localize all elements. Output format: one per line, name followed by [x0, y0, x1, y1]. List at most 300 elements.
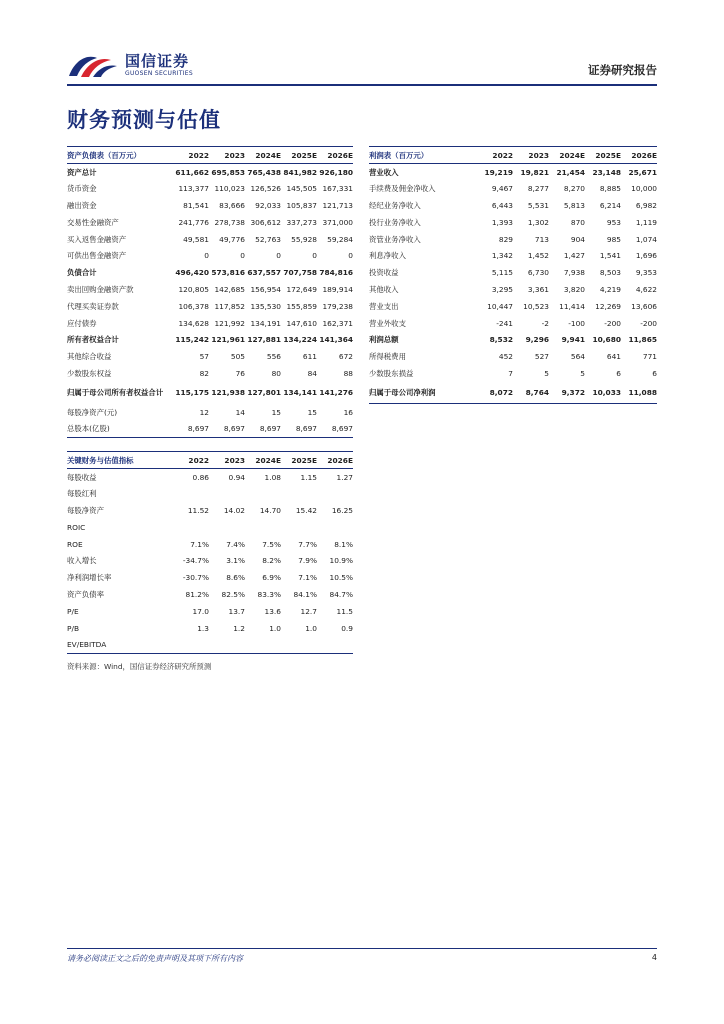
value-cell: 1,119: [635, 217, 657, 227]
value-cell: 57: [199, 352, 209, 362]
row-label: 营业支出: [369, 301, 399, 311]
value-cell: 121,992: [214, 318, 245, 328]
logo-english-name: GUOSEN SECURITIES: [125, 70, 194, 77]
row-label: 资产总计: [67, 167, 97, 177]
table-row: [67, 536, 353, 553]
table-row: [369, 281, 657, 298]
table-header-row: [369, 147, 657, 164]
value-cell: 371,000: [322, 217, 353, 227]
row-label: 营业外收支: [369, 318, 406, 328]
value-cell: 707,758: [283, 268, 317, 278]
value-cell: 6,730: [527, 268, 549, 278]
year-header: 2022: [175, 452, 209, 469]
value-cell: 1.2: [233, 623, 245, 633]
value-cell: 672: [338, 352, 353, 362]
year-header: 2023: [513, 147, 549, 164]
table-row: [67, 315, 353, 332]
page-header: [67, 46, 657, 86]
table-row: [67, 264, 353, 281]
value-cell: 189,914: [322, 284, 353, 294]
table-row: [67, 231, 353, 248]
value-cell: 8,277: [527, 184, 549, 194]
value-cell: 5: [580, 368, 585, 378]
value-cell: [245, 519, 281, 536]
value-cell: 4,622: [635, 284, 657, 294]
value-cell: 83.3%: [257, 589, 281, 599]
value-cell: -2: [541, 318, 549, 328]
page-number: 4: [651, 953, 657, 962]
value-cell: [317, 636, 353, 653]
year-header: 2024E: [245, 147, 281, 164]
value-cell: 172,649: [286, 284, 317, 294]
value-cell: 0.9: [341, 623, 353, 633]
value-cell: 134,628: [178, 318, 209, 328]
value-cell: 10,000: [631, 184, 657, 194]
value-cell: 141,364: [319, 335, 353, 345]
row-label: 归属于母公司所有者权益合计: [67, 388, 164, 398]
value-cell: -200: [640, 318, 657, 328]
value-cell: 11.5: [336, 606, 353, 616]
value-cell: 556: [266, 352, 281, 362]
value-cell: 84: [307, 368, 317, 378]
value-cell: 8,270: [563, 184, 585, 194]
value-cell: 564: [570, 352, 585, 362]
value-cell: 127,801: [247, 388, 281, 398]
table-row: [369, 214, 657, 231]
value-cell: 9,372: [549, 382, 585, 404]
value-cell: 306,612: [250, 217, 281, 227]
value-cell: 7.5%: [262, 539, 281, 549]
row-label: 应付债券: [67, 318, 97, 328]
value-cell: 11.52: [187, 505, 209, 515]
value-cell: 11,865: [628, 335, 657, 345]
value-cell: 8,532: [489, 335, 513, 345]
table-row: [67, 620, 353, 637]
value-cell: [209, 485, 245, 502]
row-label: 营业收入: [369, 167, 399, 177]
value-cell: 8.1%: [334, 539, 353, 549]
value-cell: 6: [652, 368, 657, 378]
value-cell: 1,696: [635, 251, 657, 261]
row-label: 买入返售金融资产: [67, 234, 127, 244]
value-cell: 8,697: [281, 421, 317, 438]
value-cell: 7,938: [563, 268, 585, 278]
value-cell: 162,371: [322, 318, 353, 328]
table-row: [369, 247, 657, 264]
value-cell: 81.2%: [185, 589, 209, 599]
value-cell: 7.1%: [298, 573, 317, 583]
table-row: [67, 281, 353, 298]
value-cell: 1.08: [264, 472, 281, 482]
value-cell: 16: [343, 407, 353, 417]
value-cell: 8,697: [317, 421, 353, 438]
value-cell: 241,776: [178, 217, 209, 227]
value-cell: 0: [204, 251, 209, 261]
value-cell: 120,805: [178, 284, 209, 294]
row-label: 手续费及佣金净收入: [369, 184, 436, 194]
value-cell: 9,941: [561, 335, 585, 345]
value-cell: 9,353: [635, 268, 657, 278]
table-row: [67, 180, 353, 197]
value-cell: [317, 519, 353, 536]
table-row: [67, 421, 353, 438]
row-label: 所得税费用: [369, 352, 406, 362]
data-source-note: 资料来源：Wind，国信证券经济研究所预测: [67, 662, 212, 671]
value-cell: 1.0: [269, 623, 281, 633]
row-label: 收入增长: [67, 556, 97, 566]
value-cell: 92,033: [255, 200, 281, 210]
value-cell: 841,982: [283, 167, 317, 177]
value-cell: 10,523: [523, 301, 549, 311]
value-cell: -34.7%: [182, 556, 209, 566]
value-cell: 6,443: [491, 200, 513, 210]
row-label: P/E: [67, 606, 79, 616]
row-label: 经纪业务净收入: [369, 200, 421, 210]
value-cell: 141,276: [319, 388, 353, 398]
value-cell: 1.27: [336, 472, 353, 482]
value-cell: 121,938: [211, 388, 245, 398]
value-cell: 52,763: [255, 234, 281, 244]
year-header: 2025E: [585, 147, 621, 164]
value-cell: 13.7: [228, 606, 245, 616]
value-cell: 142,685: [214, 284, 245, 294]
table-title: 资产负债表（百万元）: [67, 147, 175, 164]
row-label: EV/EBITDA: [67, 636, 175, 653]
value-cell: 870: [570, 217, 585, 227]
value-cell: 76: [235, 368, 245, 378]
value-cell: 496,420: [175, 268, 209, 278]
value-cell: 8.6%: [226, 573, 245, 583]
value-cell: 0: [312, 251, 317, 261]
value-cell: 11,414: [559, 301, 585, 311]
row-label: 归属于母公司净利润: [369, 382, 477, 404]
value-cell: 641: [606, 352, 621, 362]
table-row: [369, 197, 657, 214]
value-cell: 134,224: [283, 335, 317, 345]
value-cell: 953: [606, 217, 621, 227]
table-row: [67, 404, 353, 421]
value-cell: 10,680: [592, 335, 621, 345]
table-row: [67, 636, 353, 653]
logo-chinese-name: 国信证券: [125, 52, 190, 70]
row-label: 所有者权益合计: [67, 335, 119, 345]
year-header: 2022: [477, 147, 513, 164]
value-cell: 5: [544, 368, 549, 378]
value-cell: 21,454: [556, 167, 585, 177]
value-cell: 14: [235, 407, 245, 417]
value-cell: 6,982: [635, 200, 657, 210]
value-cell: 3.1%: [226, 556, 245, 566]
table-row: [369, 331, 657, 348]
table-title: 利润表（百万元）: [369, 147, 477, 164]
row-label: 负债合计: [67, 268, 97, 278]
value-cell: 695,853: [211, 167, 245, 177]
value-cell: 784,816: [319, 268, 353, 278]
value-cell: 82.5%: [221, 589, 245, 599]
year-header: 2026E: [317, 147, 353, 164]
value-cell: 19,219: [484, 167, 513, 177]
value-cell: 1,393: [491, 217, 513, 227]
table-row: [67, 164, 353, 181]
value-cell: 16.25: [331, 505, 353, 515]
value-cell: 765,438: [247, 167, 281, 177]
value-cell: [245, 485, 281, 502]
row-label: 卖出回购金融资产款: [67, 284, 134, 294]
table-row: [369, 264, 657, 281]
year-header: 2024E: [549, 147, 585, 164]
value-cell: 10.5%: [329, 573, 353, 583]
value-cell: 713: [534, 234, 549, 244]
value-cell: 337,273: [286, 217, 317, 227]
value-cell: -200: [604, 318, 621, 328]
table-row: [67, 519, 353, 536]
value-cell: 135,530: [250, 301, 281, 311]
value-cell: 115,175: [175, 388, 209, 398]
value-cell: 82: [199, 368, 209, 378]
income-statement-table: [369, 146, 657, 404]
value-cell: 0.86: [192, 472, 209, 482]
value-cell: 19,821: [520, 167, 549, 177]
key-ratios-table: [67, 451, 353, 654]
value-cell: 8.2%: [262, 556, 281, 566]
value-cell: 1,342: [491, 251, 513, 261]
value-cell: [317, 485, 353, 502]
value-cell: -30.7%: [182, 573, 209, 583]
value-cell: 121,713: [322, 200, 353, 210]
value-cell: 117,852: [214, 301, 245, 311]
value-cell: 55,928: [291, 234, 317, 244]
value-cell: 637,557: [247, 268, 281, 278]
table-row: [369, 365, 657, 382]
row-label: 交易性金融资产: [67, 217, 119, 227]
value-cell: 0: [240, 251, 245, 261]
table-row: [67, 469, 353, 486]
row-label: 可供出售金融资产: [67, 251, 127, 261]
value-cell: 83,666: [219, 200, 245, 210]
value-cell: 8,764: [513, 382, 549, 404]
value-cell: 179,238: [322, 301, 353, 311]
row-label: 其他收入: [369, 284, 399, 294]
value-cell: 7.7%: [298, 539, 317, 549]
value-cell: [175, 519, 209, 536]
value-cell: 9,467: [491, 184, 513, 194]
value-cell: 7.1%: [190, 539, 209, 549]
value-cell: 7: [508, 368, 513, 378]
table-row: [67, 214, 353, 231]
value-cell: 8,885: [599, 184, 621, 194]
value-cell: 6: [616, 368, 621, 378]
value-cell: 113,377: [178, 184, 209, 194]
table-row: [67, 586, 353, 603]
value-cell: 829: [498, 234, 513, 244]
table-row: [369, 298, 657, 315]
value-cell: 3,361: [527, 284, 549, 294]
year-header: 2025E: [281, 147, 317, 164]
value-cell: 7.9%: [298, 556, 317, 566]
value-cell: [281, 485, 317, 502]
value-cell: 1,541: [599, 251, 621, 261]
balance-sheet-table: [67, 146, 353, 438]
year-header: 2023: [209, 452, 245, 469]
row-label: ROE: [67, 539, 83, 549]
value-cell: 527: [534, 352, 549, 362]
value-cell: [175, 636, 209, 653]
value-cell: [175, 485, 209, 502]
value-cell: 10,033: [585, 382, 621, 404]
row-label: 净利润增长率: [67, 573, 112, 583]
value-cell: 15.42: [295, 505, 317, 515]
value-cell: 8,697: [245, 421, 281, 438]
value-cell: 156,954: [250, 284, 281, 294]
value-cell: 105,837: [286, 200, 317, 210]
table-row: [67, 603, 353, 620]
table-header-row: [67, 147, 353, 164]
value-cell: 3,820: [563, 284, 585, 294]
value-cell: 121,961: [211, 335, 245, 345]
value-cell: 611,662: [175, 167, 209, 177]
value-cell: 8,503: [599, 268, 621, 278]
row-label: 利润总额: [369, 335, 399, 345]
row-label: 每股净资产: [67, 505, 104, 515]
value-cell: 1.0: [305, 623, 317, 633]
value-cell: [281, 519, 317, 536]
row-label: 代理买卖证券款: [67, 301, 119, 311]
value-cell: 5,115: [491, 268, 513, 278]
year-header: 2026E: [621, 147, 657, 164]
disclaimer-note: 请务必阅读正文之后的免责声明及其项下所有内容: [67, 954, 243, 963]
row-label: ROIC: [67, 522, 86, 532]
table-row: [67, 331, 353, 348]
table-row: [369, 164, 657, 181]
value-cell: [281, 636, 317, 653]
value-cell: 167,331: [322, 184, 353, 194]
value-cell: 80: [271, 368, 281, 378]
value-cell: 145,505: [286, 184, 317, 194]
table-row: [67, 502, 353, 519]
row-label: 少数股东权益: [67, 368, 112, 378]
value-cell: 126,526: [250, 184, 281, 194]
table-row: [369, 348, 657, 365]
row-label: 每股收益: [67, 472, 97, 482]
value-cell: [209, 519, 245, 536]
value-cell: -100: [568, 318, 585, 328]
value-cell: 155,859: [286, 301, 317, 311]
value-cell: 8,072: [477, 382, 513, 404]
value-cell: 134,141: [283, 388, 317, 398]
row-label: 每股净资产(元): [67, 407, 118, 417]
value-cell: 14.70: [259, 505, 281, 515]
value-cell: 84.7%: [329, 589, 353, 599]
value-cell: 1,074: [635, 234, 657, 244]
table-header-row: [67, 452, 353, 469]
value-cell: 1,302: [527, 217, 549, 227]
value-cell: 10,447: [487, 301, 513, 311]
value-cell: 10.9%: [329, 556, 353, 566]
value-cell: 84.1%: [293, 589, 317, 599]
value-cell: 49,776: [219, 234, 245, 244]
value-cell: 15: [271, 407, 281, 417]
value-cell: 4,219: [599, 284, 621, 294]
row-label: 其他综合收益: [67, 352, 112, 362]
value-cell: 13.6: [264, 606, 281, 616]
value-cell: -241: [496, 318, 513, 328]
row-label: 少数股东损益: [369, 368, 414, 378]
value-cell: 12: [199, 407, 209, 417]
row-label: 资管业务净收入: [369, 234, 421, 244]
value-cell: 81,541: [183, 200, 209, 210]
value-cell: [245, 636, 281, 653]
table-row: [67, 552, 353, 569]
table-row: [369, 231, 657, 248]
row-label: 总股本(亿股): [67, 421, 175, 438]
value-cell: 59,284: [327, 234, 353, 244]
value-cell: 106,378: [178, 301, 209, 311]
row-label: 每股红利: [67, 489, 97, 499]
value-cell: 7.4%: [226, 539, 245, 549]
value-cell: 25,671: [628, 167, 657, 177]
value-cell: 5,813: [563, 200, 585, 210]
value-cell: 110,023: [214, 184, 245, 194]
year-header: 2025E: [281, 452, 317, 469]
value-cell: 771: [642, 352, 657, 362]
row-label: 融出资金: [67, 200, 97, 210]
table-title: 关键财务与估值指标: [67, 452, 175, 469]
row-label: P/B: [67, 623, 80, 633]
row-label: 货币资金: [67, 184, 97, 194]
table-row: [67, 197, 353, 214]
year-header: 2022: [175, 147, 209, 164]
value-cell: 9,296: [525, 335, 549, 345]
row-label: 投行业务净收入: [369, 217, 421, 227]
value-cell: [209, 636, 245, 653]
table-row: [67, 485, 353, 502]
year-header: 2023: [209, 147, 245, 164]
value-cell: 14.02: [223, 505, 245, 515]
value-cell: 6,214: [599, 200, 621, 210]
value-cell: 147,610: [286, 318, 317, 328]
section-title: 财务预测与估值: [67, 108, 221, 132]
value-cell: 17.0: [192, 606, 209, 616]
year-header: 2026E: [317, 452, 353, 469]
value-cell: 926,180: [319, 167, 353, 177]
value-cell: 23,148: [592, 167, 621, 177]
footer-divider: [67, 948, 657, 949]
guosen-logo-icon: [67, 50, 119, 80]
value-cell: 1.3: [197, 623, 209, 633]
table-row: [67, 247, 353, 264]
value-cell: 6.9%: [262, 573, 281, 583]
value-cell: 904: [570, 234, 585, 244]
value-cell: 88: [343, 368, 353, 378]
row-label: 资产负债率: [67, 589, 104, 599]
table-row: [67, 569, 353, 586]
guosen-logo: [67, 46, 217, 86]
table-row: [67, 348, 353, 365]
value-cell: 0.94: [228, 472, 245, 482]
value-cell: 8,697: [209, 421, 245, 438]
table-row: [67, 382, 353, 404]
table-row: [369, 315, 657, 332]
table-row: [369, 382, 657, 404]
table-row: [369, 180, 657, 197]
value-cell: 15: [307, 407, 317, 417]
value-cell: 8,697: [175, 421, 209, 438]
value-cell: 452: [498, 352, 513, 362]
row-label: 利息净收入: [369, 251, 406, 261]
value-cell: 573,816: [211, 268, 245, 278]
value-cell: 1,452: [527, 251, 549, 261]
report-type-label: 证券研究报告: [588, 63, 657, 77]
